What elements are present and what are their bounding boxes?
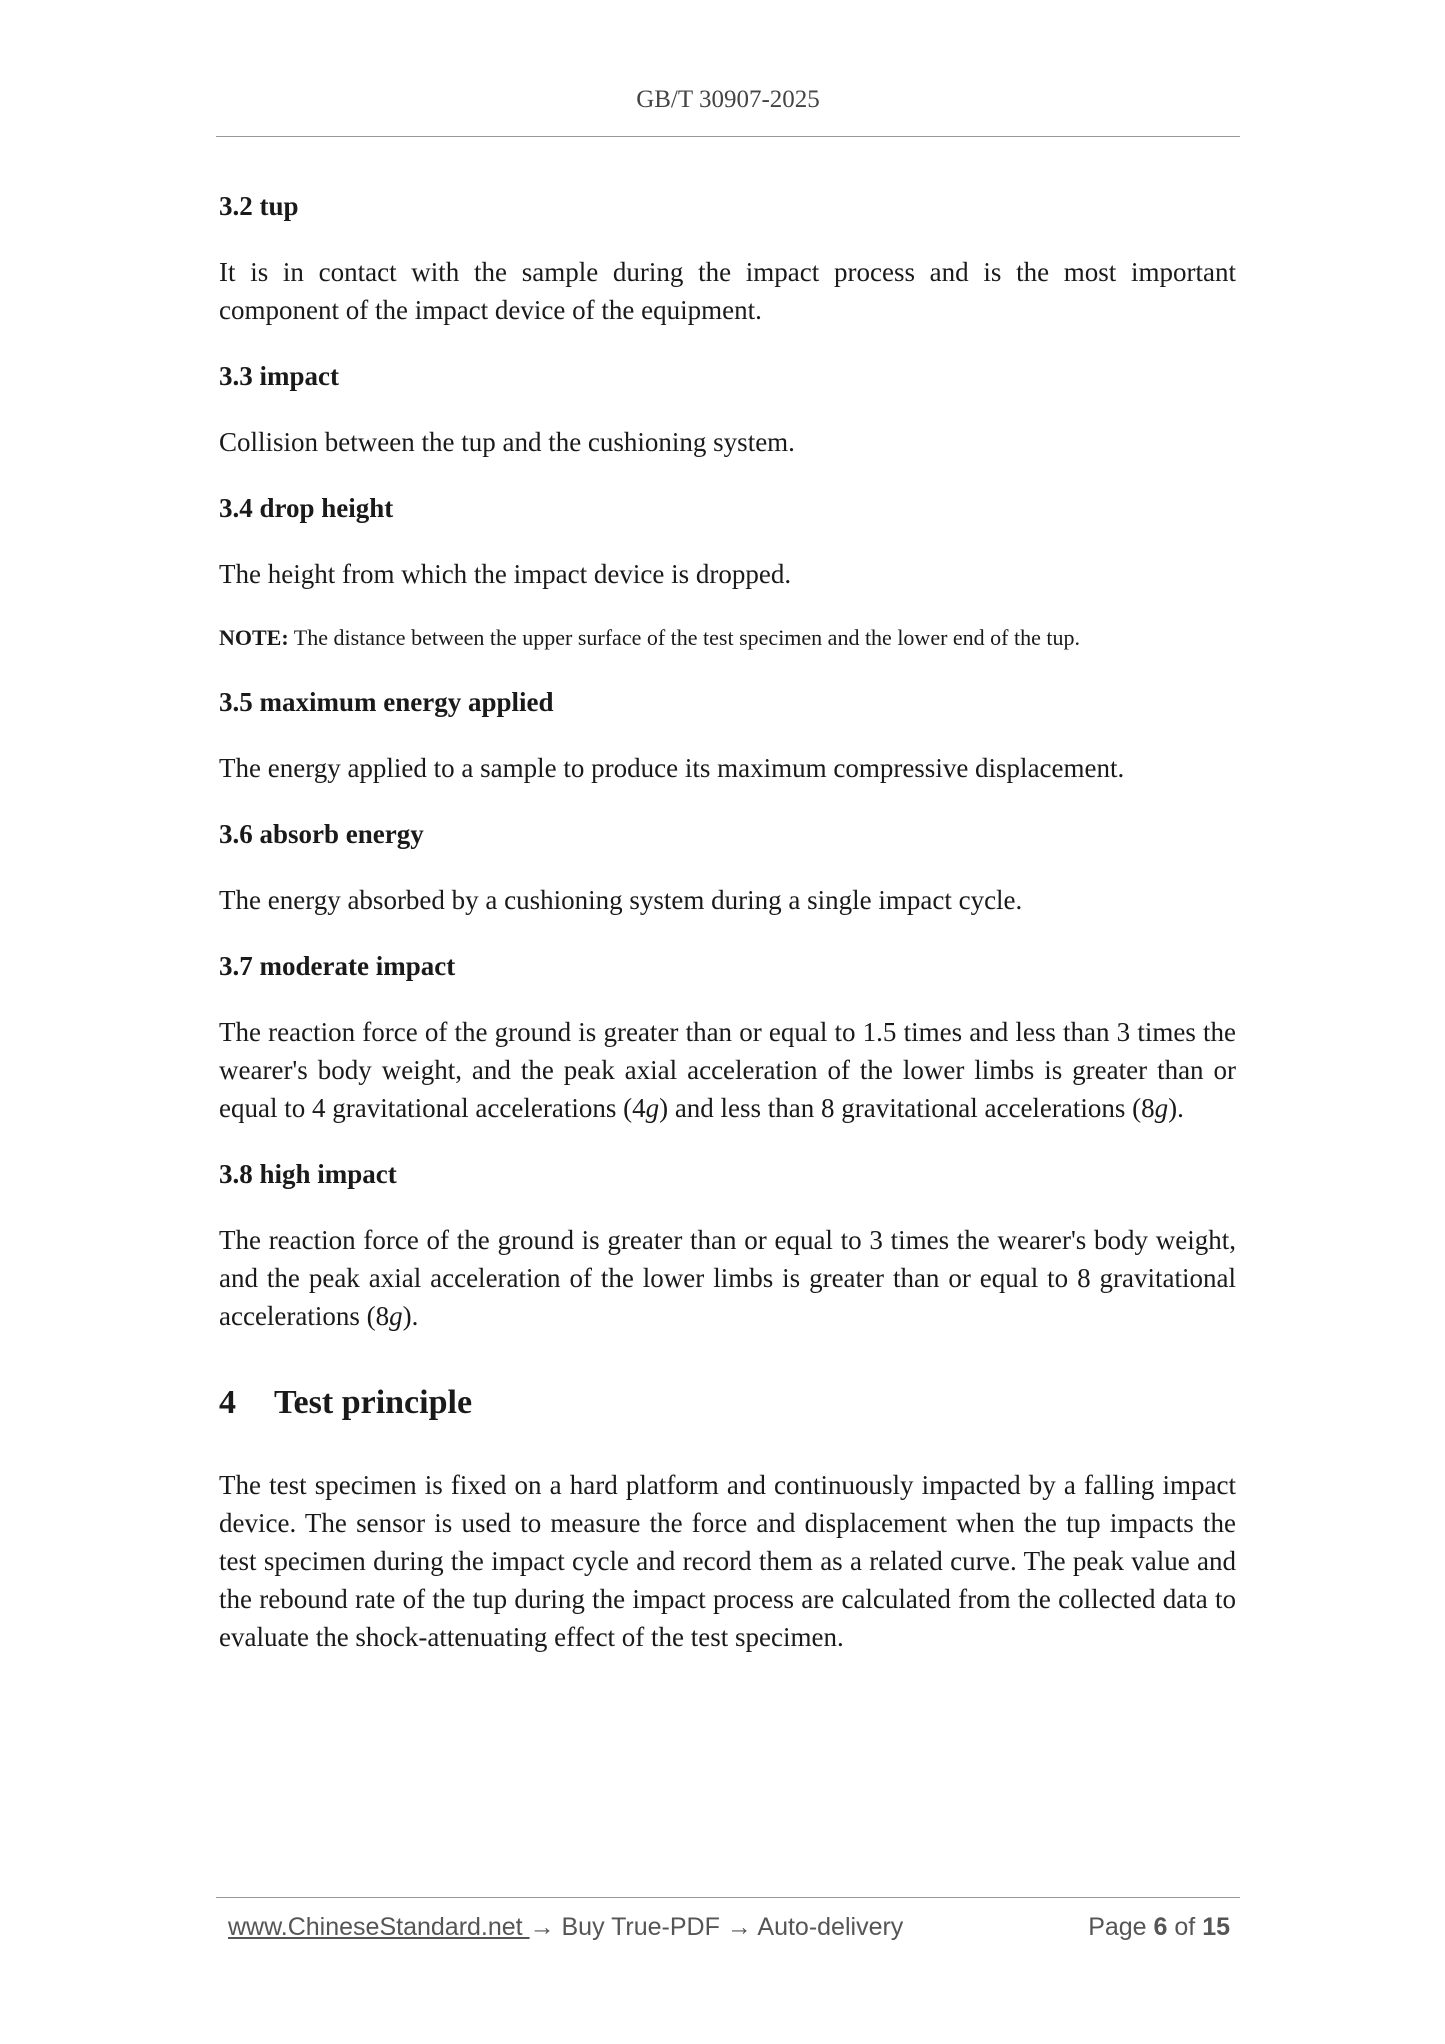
term-heading: 3.5 maximum energy applied (219, 687, 554, 717)
running-header: GB/T 30907-2025 (636, 86, 820, 113)
term-heading: 3.7 moderate impact (219, 951, 456, 981)
term-definition: Collision between the tup and the cushioning system. (219, 427, 795, 457)
term-definition: The energy applied to a sample to produce its maximum compressive displacement. (219, 753, 1125, 783)
term-heading: 3.4 drop height (219, 493, 394, 523)
footer-rule (216, 1897, 1240, 1898)
section-title: Test principle (274, 1384, 473, 1421)
arrow-right-icon: → (529, 1913, 555, 1941)
note-label: NOTE: (219, 625, 289, 650)
page-label: Page (1088, 1913, 1154, 1941)
term-3-8 (219, 1156, 1236, 1335)
definition-text: ). (402, 1301, 419, 1331)
term-heading: 3.2 tup (219, 191, 299, 221)
note-text: The distance between the upper surface of the test specimen and the lower end of the tup. (288, 625, 1080, 650)
term-3-2 (219, 188, 1236, 329)
definition-text: ) and less than 8 gravitational accelerations (8 (659, 1093, 1155, 1123)
website-link[interactable]: www.ChineseStandard.net (228, 1913, 530, 1941)
definition-text: ). (1168, 1093, 1184, 1123)
definition-text: The reaction force of the ground is greater than or equal to 1.5 times and less than 3 times the wearer's body weight, and the peak axial acceleration of the lower limbs is greater than or equal to 4 gravitational accelerations (4 (219, 1017, 1236, 1123)
term-heading: 3.6 absorb energy (219, 819, 424, 849)
term-note (219, 622, 1236, 654)
definition-text: The reaction force of the ground is greater than or equal to 3 times the wearer's body weight, and the peak axial acceleration of the lower limbs is greater than or equal to 8 gravitational accelerations (8 (219, 1225, 1236, 1331)
page-footer (228, 1913, 1230, 1942)
page-number: 6 (1153, 1913, 1168, 1941)
term-definition (219, 1013, 1236, 1127)
section-number: 4 (219, 1384, 236, 1421)
term-3-5 (219, 684, 1236, 787)
page-indicator (1088, 1913, 1230, 1942)
term-3-3 (219, 358, 1236, 461)
term-3-6 (219, 816, 1236, 919)
term-3-7 (219, 948, 1236, 1127)
of-label: of (1167, 1913, 1203, 1941)
section-heading (219, 1380, 1236, 1426)
arrow-right-icon: → (726, 1913, 752, 1941)
page-total: 15 (1202, 1913, 1230, 1941)
definition-symbol: g (645, 1093, 660, 1123)
section-body: The test specimen is fixed on a hard platform and continuously impacted by a falling impact device. The sensor is used to measure the force and displacement when the tup impacts the test specimen during the impact cycle and record them as a related curve. The peak value and the rebound rate of the tup during the impact process are calculated from the collected data to evaluate the shock-attenuating effect of the test specimen. (219, 1470, 1236, 1652)
header-rule (216, 136, 1240, 137)
term-definition: It is in contact with the sample during the impact process and is the most important component of the impact device of the equipment. (219, 257, 1236, 325)
definition-symbol: g (1154, 1093, 1169, 1123)
term-definition: The height from which the impact device is dropped. (219, 559, 792, 589)
definition-symbol: g (389, 1301, 403, 1331)
delivery-text: Auto-delivery (751, 1913, 904, 1941)
term-definition (219, 1221, 1236, 1335)
term-heading: 3.8 high impact (219, 1159, 397, 1189)
term-definition: The energy absorbed by a cushioning system during a single impact cycle. (219, 885, 1023, 915)
buy-text: Buy True-PDF (554, 1913, 727, 1941)
term-heading: 3.3 impact (219, 361, 339, 391)
page-body (219, 188, 1236, 1685)
term-3-4 (219, 490, 1236, 654)
